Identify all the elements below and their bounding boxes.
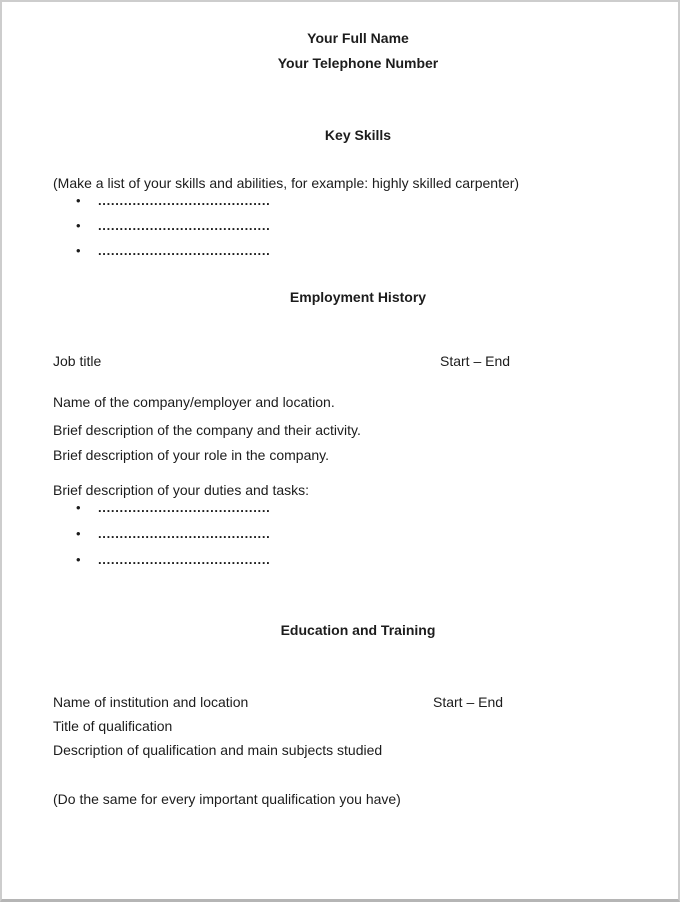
- duties-label: Brief description of your duties and tasks:: [53, 482, 310, 498]
- education-date-range: Start – End: [433, 694, 504, 710]
- job-title-label: Job title: [53, 353, 102, 369]
- list-item: [53, 217, 663, 235]
- full-name-heading: Your Full Name: [307, 30, 409, 46]
- key-skills-hint: (Make a list of your skills and abilities, for example: highly skilled carpenter): [53, 175, 520, 191]
- telephone-heading: Your Telephone Number: [277, 55, 439, 71]
- job-title-row: [53, 352, 663, 370]
- company-name-line: Name of the company/employer and location.: [53, 394, 335, 410]
- role-description-line: Brief description of your role in the company.: [53, 447, 329, 463]
- employment-history-title: Employment History: [289, 289, 427, 305]
- qualification-description-line: Description of qualification and main subjects studied: [53, 742, 383, 758]
- list-item: [53, 525, 663, 543]
- bullet-icon: •: [76, 243, 81, 258]
- qualification-title-line: Title of qualification: [53, 718, 173, 734]
- key-skills-title: Key Skills: [324, 127, 392, 143]
- education-training-title: Education and Training: [280, 622, 436, 638]
- institution-label: Name of institution and location: [53, 694, 249, 710]
- employment-date-range: Start – End: [440, 353, 511, 369]
- education-note: (Do the same for every important qualification you have): [53, 791, 401, 807]
- dotted-line: ........................................: [98, 218, 271, 233]
- institution-row: [53, 693, 663, 711]
- dotted-line: ........................................: [98, 526, 271, 541]
- bullet-icon: •: [76, 500, 81, 515]
- bullet-icon: •: [76, 193, 81, 208]
- dotted-line: ........................................: [98, 500, 271, 515]
- list-item: [53, 242, 663, 260]
- key-skills-list: [53, 192, 663, 260]
- dotted-line: ........................................: [98, 552, 271, 567]
- list-item: [53, 192, 663, 210]
- dotted-line: ........................................: [98, 243, 271, 258]
- list-item: [53, 499, 663, 517]
- bullet-icon: •: [76, 218, 81, 233]
- bullet-icon: •: [76, 552, 81, 567]
- bullet-icon: •: [76, 526, 81, 541]
- duties-list: [53, 499, 663, 569]
- list-item: [53, 551, 663, 569]
- dotted-line: ........................................: [98, 193, 271, 208]
- company-activity-line: Brief description of the company and their activity.: [53, 422, 361, 438]
